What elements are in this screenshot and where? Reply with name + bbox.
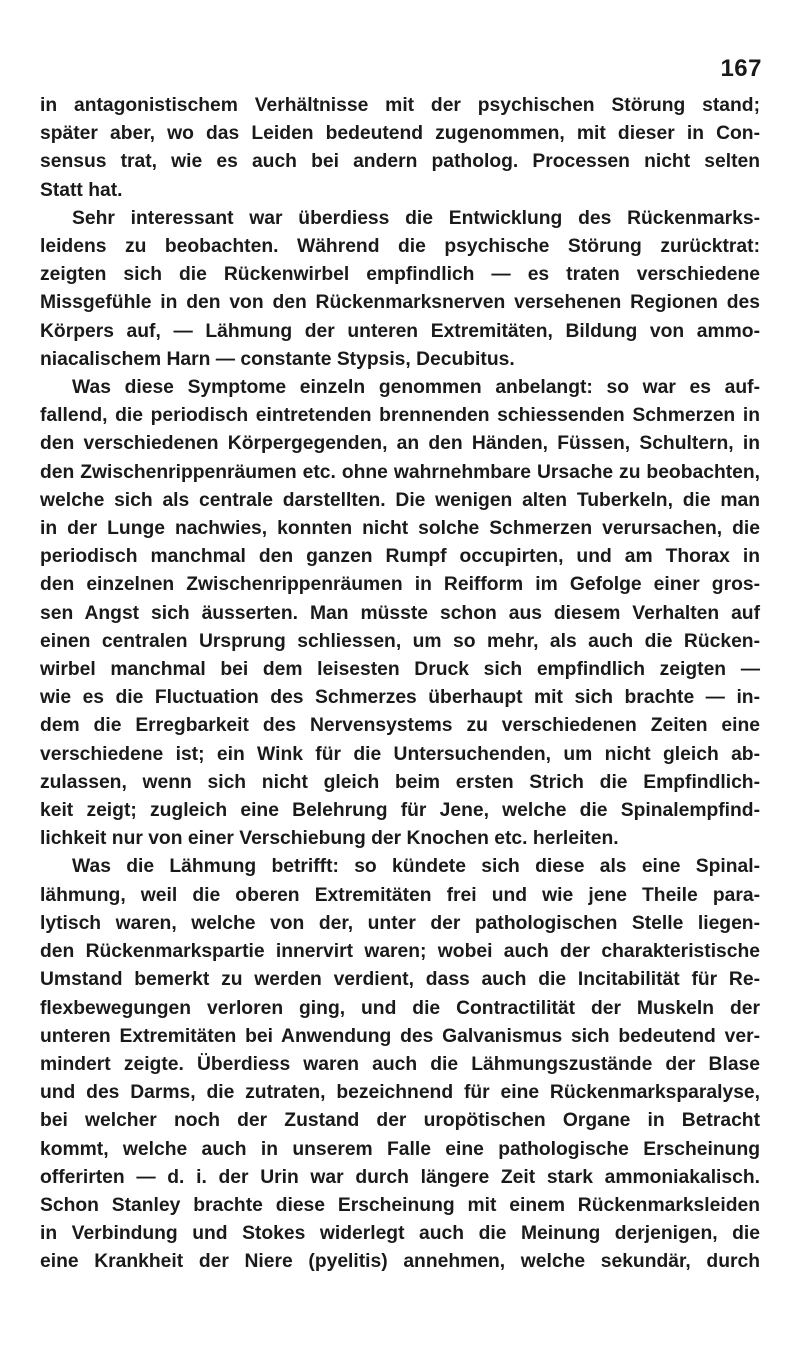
text-line: mindert zeigte. Überdiess waren auch die Lähmungszustände der Blase	[40, 1053, 760, 1075]
text-line: zulassen, wenn sich nicht gleich beim ersten Strich die Empfindlich-	[40, 771, 760, 793]
text-line: Was die Lähmung betrifft: so kündete sich diese als eine Spinal-	[72, 856, 760, 878]
text-line: den Zwischenrippenräumen etc. ohne wahrnehmbare Ursache zu beobachten,	[40, 461, 760, 483]
text-line: verschiedene ist; ein Wink für die Untersuchenden, um nicht gleich ab-	[40, 743, 760, 765]
text-line: dem die Erregbarkeit des Nervensystems zu verschiedenen Zeiten eine	[40, 715, 760, 737]
text-line: periodisch manchmal den ganzen Rumpf occupirten, und am Thorax in	[40, 546, 760, 568]
text-line: später aber, wo das Leiden bedeutend zugenommen, mit dieser in Con-	[40, 123, 760, 145]
text-line: sensus trat, wie es auch bei andern patholog. Processen nicht selten	[40, 151, 760, 173]
text-line: in antagonistischem Verhältnisse mit der psychischen Störung stand;	[40, 95, 760, 116]
text-line: den Rückenmarkspartie innervirt waren; wobei auch der charakteristische	[40, 941, 760, 963]
text-line: leidens zu beobachten. Während die psychische Störung zurücktrat:	[40, 236, 760, 258]
text-line: unteren Extremitäten bei Anwendung des Galvanismus sich bedeutend ver-	[40, 1025, 760, 1047]
text-line: lichkeit nur von einer Verschiebung der Knochen etc. herleiten.	[40, 828, 619, 850]
text-line: flexbewegungen verloren ging, und die Contractilität der Muskeln der	[40, 997, 760, 1019]
text-line: lytisch waren, welche von der, unter der pathologischen Stelle liegen-	[40, 912, 760, 934]
text-line: zeigten sich die Rückenwirbel empfindlich — es traten verschiedene	[40, 264, 760, 286]
text-line: lähmung, weil die oberen Extremitäten frei und wie jene Theile para-	[40, 884, 760, 906]
text-line: den einzelnen Zwischenrippenräumen in Reifform im Gefolge einer gros-	[40, 574, 760, 596]
text-line: wie es die Fluctuation des Schmerzes überhaupt mit sich brachte — in-	[40, 687, 760, 709]
text-line: welche sich als centrale darstellten. Die wenigen alten Tuberkeln, die man	[40, 489, 760, 511]
text-line: Umstand bemerkt zu werden verdient, dass auch die Incitabilität für Re-	[40, 969, 760, 991]
text-line: kommt, welche auch in unserem Falle eine pathologische Erscheinung	[40, 1138, 760, 1160]
text-line: in Verbindung und Stokes widerlegt auch die Meinung derjenigen, die	[40, 1223, 760, 1245]
text-line: wirbel manchmal bei dem leisesten Druck sich empfindlich zeigten —	[40, 659, 760, 681]
text-line: und des Darms, die zutraten, bezeichnend für eine Rückenmarksparalyse,	[40, 1082, 760, 1104]
text-line: eine Krankheit der Niere (pyelitis) annehmen, welche sekundär, durch	[40, 1251, 760, 1273]
text-line: bei welcher noch der Zustand der uropötischen Organe in Betracht	[40, 1110, 760, 1132]
text-line: einen centralen Ursprung schliessen, um so mehr, als auch die Rücken-	[40, 630, 760, 652]
text-line: Missgefühle in den von den Rückenmarksnerven versehenen Regionen des	[40, 292, 760, 314]
text-line: Schon Stanley brachte diese Erscheinung mit einem Rückenmarksleiden	[40, 1194, 760, 1216]
text-line: sen Angst sich äusserten. Man müsste schon aus diesem Verhalten auf	[40, 602, 760, 624]
text-line: den verschiedenen Körpergegenden, an den Händen, Füssen, Schultern, in	[40, 433, 760, 455]
text-line: Statt hat.	[40, 179, 123, 201]
text-line: Körpers auf, — Lähmung der unteren Extremitäten, Bildung von ammo-	[40, 320, 760, 342]
body-text	[40, 92, 760, 1277]
text-line: niacalischem Harn — constante Stypsis, Decubitus.	[40, 348, 515, 370]
text-line: Was diese Symptome einzeln genommen anbelangt: so war es auf-	[72, 377, 760, 399]
text-line: in der Lunge nachwies, konnten nicht solche Schmerzen verursachen, die	[40, 518, 760, 540]
text-line: keit zeigt; zugleich eine Belehrung für Jene, welche die Spinalempfind-	[40, 800, 760, 822]
text-line: offerirten — d. i. der Urin war durch längere Zeit stark ammoniakalisch.	[40, 1166, 760, 1188]
text-line: Sehr interessant war überdiess die Entwicklung des Rückenmarks-	[72, 207, 760, 229]
text-line: fallend, die periodisch eintretenden brennenden schiessenden Schmerzen in	[40, 405, 760, 427]
page-number: 167	[720, 55, 762, 82]
